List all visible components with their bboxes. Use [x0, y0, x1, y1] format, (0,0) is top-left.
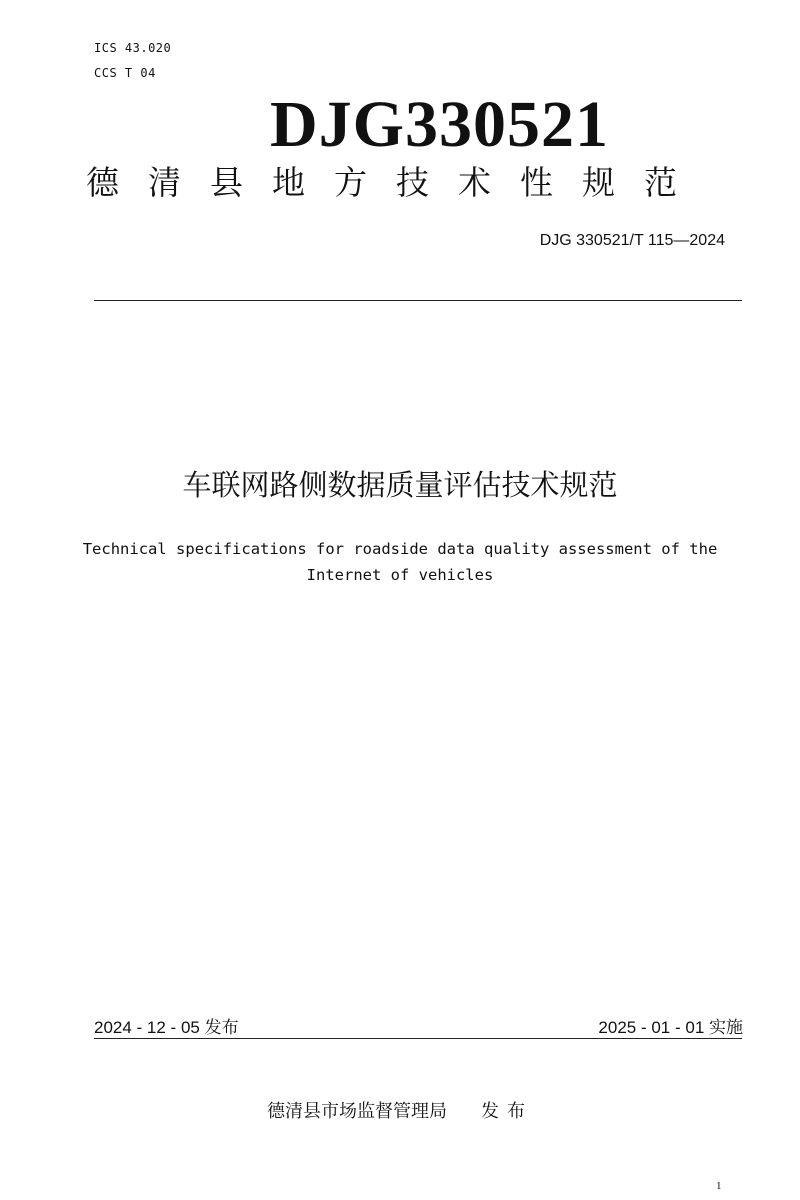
ccs-code: CCS T 04 [94, 66, 156, 80]
document-title-chinese: 车联网路侧数据质量评估技术规范 [182, 468, 618, 502]
issuer-name: 德清县市场监督管理局 [267, 1101, 447, 1122]
page-number: 1 [716, 1180, 722, 1192]
bottom-divider [94, 1038, 742, 1039]
issuer-action: 发布 [481, 1101, 533, 1122]
issuer-line [0, 1097, 800, 1123]
standard-number: DJG 330521/T 115—2024 [539, 232, 725, 249]
top-divider [94, 300, 742, 301]
ics-code: ICS 43.020 [94, 41, 172, 55]
publication-date: 2024 - 12 - 05 发布 [94, 1018, 239, 1037]
effective-date: 2025 - 01 - 01 实施 [598, 1018, 743, 1037]
document-title-english: Technical specifications for roadside data quality assessment of the Internet of vehicles [82, 540, 718, 584]
standard-logo-text: DJG330521 [270, 88, 609, 161]
series-title: 德清县地方技术性规范 [86, 163, 706, 202]
